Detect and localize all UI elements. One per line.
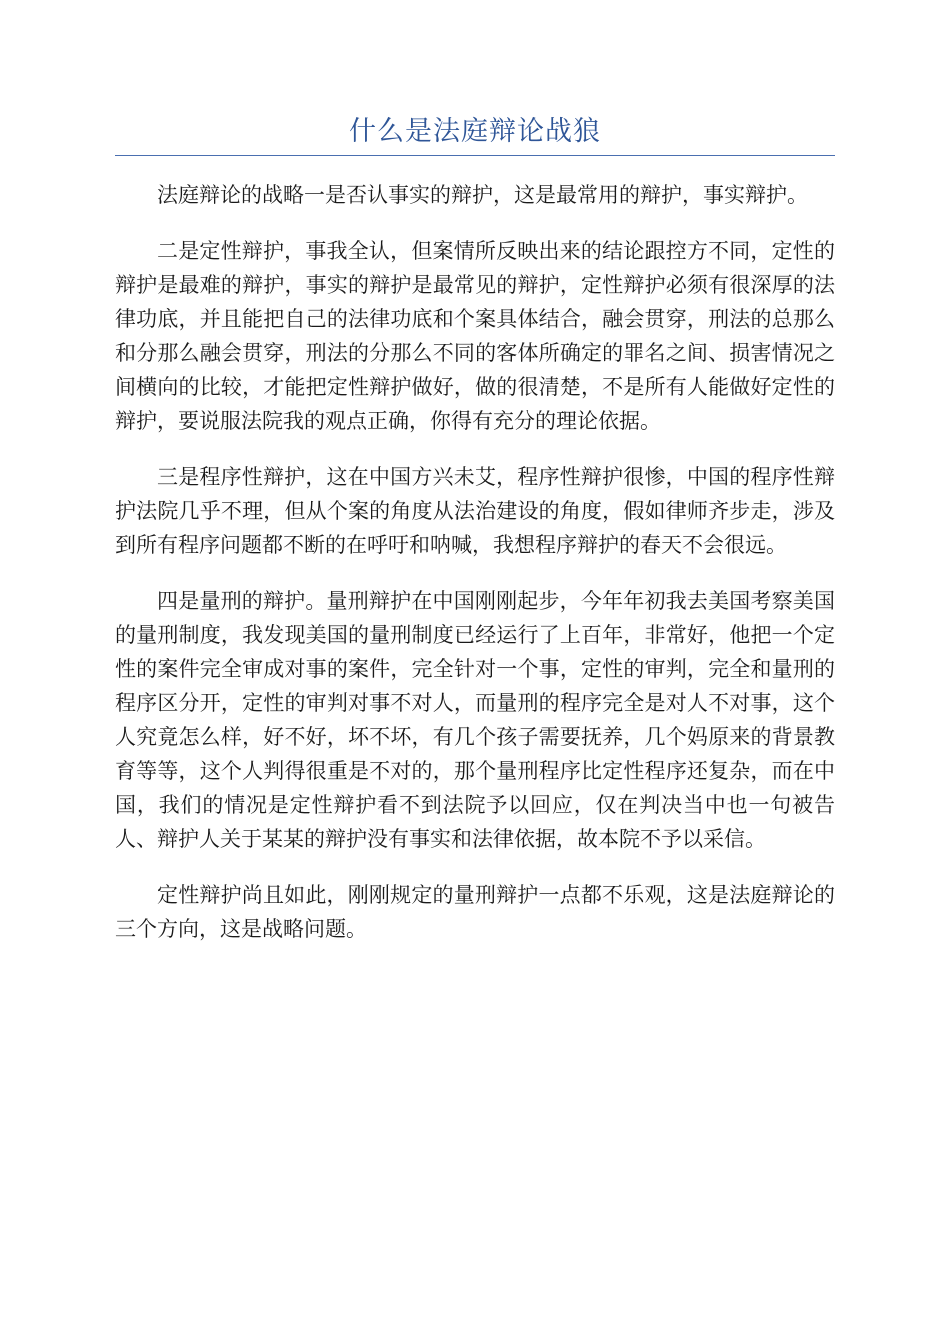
document-body [115,178,835,968]
paragraph-4: 四是量刑的辩护。量刑辩护在中国刚刚起步，今年年初我去美国考察美国的量刑制度，我发现美国的量刑制度已经运行了上百年，非常好，他把一个定性的案件完全审成对事的案件，完全针对一个事，定性的审判，完全和量刑的程序区分开，定性的审判对事不对人，而量刑的程序完全是对人不对事，这个人究竟怎么样，好不好，坏不坏，有几个孩子需要抚养，几个妈原来的背景教育等等，这个人判得很重是不对的，那个量刑程序比定性程序还复杂，而在中国，我们的情况是定性辩护看不到法院予以回应，仅在判决当中也一句被告人、辩护人关于某某的辩护没有事实和法律依据，故本院不予以采信。 [115,589,835,851]
paragraph-2: 二是定性辩护，事我全认，但案情所反映出来的结论跟控方不同，定性的辩护是最难的辩护，事实的辩护是最常见的辩护，定性辩护必须有很深厚的法律功底，并且能把自己的法律功底和个案具体结合，融会贯穿，刑法的总那么和分那么融会贯穿，刑法的分那么不同的客体所确定的罪名之间、损害情况之间横向的比较，才能把定性辩护做好，做的很清楚，不是所有人能做好定性的辩护，要说服法院我的观点正确，你得有充分的理论依据。 [115,239,835,433]
title-underline [115,155,835,156]
paragraph-5: 定性辩护尚且如此，刚刚规定的量刑辩护一点都不乐观，这是法庭辩论的三个方向，这是战略问题。 [115,883,835,941]
page-title: 什么是法庭辩论战狼 [349,116,601,147]
paragraph-1: 法庭辩论的战略一是否认事实的辩护，这是最常用的辩护，事实辩护。 [157,183,808,207]
paragraph-3: 三是程序性辩护，这在中国方兴未艾，程序性辩护很惨，中国的程序性辩护法院几乎不理，但从个案的角度从法治建设的角度，假如律师齐步走，涉及到所有程序问题都不断的在呼吁和呐喊，我想程序辩护的春天不会很远。 [115,465,835,557]
